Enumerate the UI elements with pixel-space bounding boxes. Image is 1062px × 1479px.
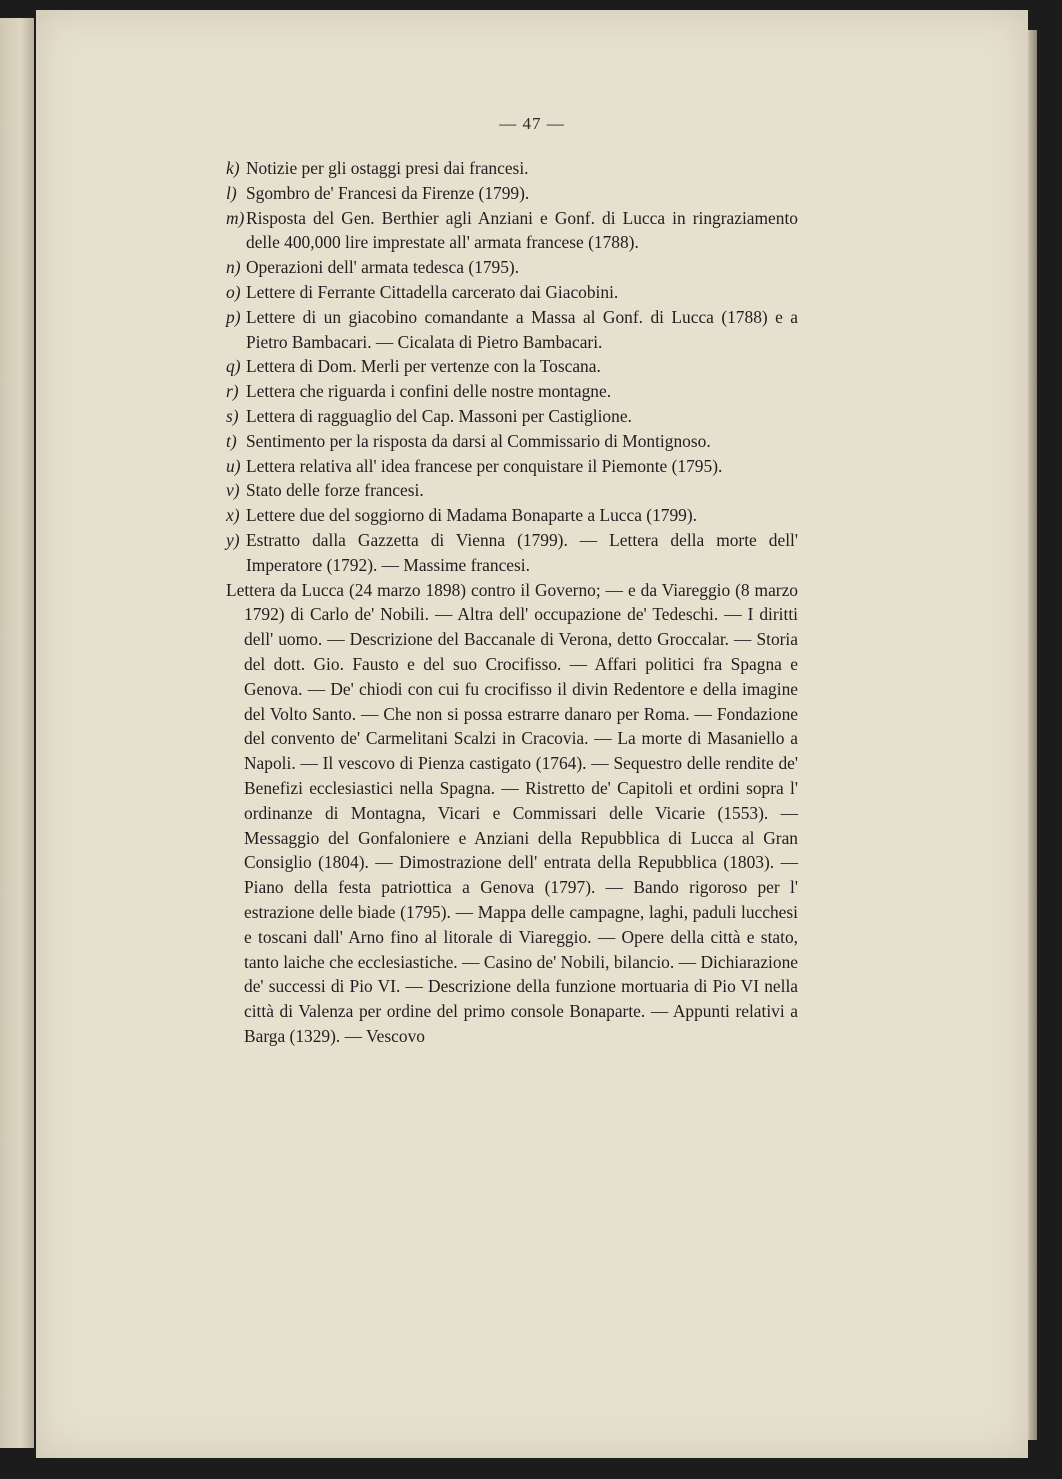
list-item [226,255,798,280]
entry-text: Lettera di Dom. Merli per vertenze con la Toscana. [246,356,601,377]
entry-label: x) [226,505,240,526]
entry-label: t) [226,430,237,451]
list-item [226,181,798,206]
entry-label: s) [226,405,239,426]
entry-text: Sgombro de' Francesi da Firenze (1799). [246,182,530,203]
entry-text: Stato delle forze francesi. [246,480,424,501]
entry-text: Notizie per gli ostaggi presi dai francesi. [246,158,529,178]
list-item [226,454,798,479]
entry-label: u) [226,455,241,476]
entry-text: Operazioni dell' armata tedesca (1795). [246,257,520,278]
entry-text: Lettere due del soggiorno di Madama Bonaparte a Lucca (1799). [246,505,698,526]
page-number: — 47 — [499,114,565,133]
list-item [226,379,798,404]
page-text [226,156,798,1049]
list-item [226,528,798,578]
entry-label: r) [226,381,239,402]
right-page-edge [1028,30,1037,1440]
entry-label: q) [226,356,241,377]
entry-label: v) [226,480,240,501]
list-item [226,354,798,379]
list-item [226,156,798,181]
entry-list [226,156,798,578]
book-page [36,10,1028,1458]
entry-label: y) [226,529,240,550]
entry-label: k) [226,158,240,178]
entry-label: n) [226,257,241,278]
entry-text: Lettera di ragguaglio del Cap. Massoni per Castiglione. [246,405,632,426]
left-page-edge [0,18,34,1448]
entry-label: l) [226,182,237,203]
entry-text: Sentimento per la risposta da darsi al Commissario di Montignoso. [246,430,711,451]
entry-text: Estratto dalla Gazzetta di Vienna (1799). — Lettera della morte dell' Imperatore (1792). — Massime francesi. [246,529,798,575]
entry-text: Lettera relativa all' idea francese per conquistare il Piemonte (1795). [246,455,723,476]
entry-label: o) [226,281,241,302]
list-item [226,478,798,503]
entry-text: Lettere di un giacobino comandante a Massa al Gonf. di Lucca (1788) e a Pietro Bambacari. — Cicalata di Pietro Bambacari. [246,306,798,352]
body-paragraph: Lettera da Lucca (24 marzo 1898) contro il Governo; — e da Viareggio (8 marzo 1792) di Carlo de' Nobili. — Altra dell' occupazione de' Tedeschi. — I diritti dell' uomo. — Descrizione del Baccanale di Verona, detto Groccalar. — Storia del dott. Gio. Fausto e del suo Crocifisso. — Affari politici fra Spagna e Genova. — De' chiodi con cui fu crocifisso il divin Redentore e della imagine del Volto Santo. — Che non si possa estrarre danaro per Roma. — Fondazione del convento de' Carmelitani Scalzi in Cracovia. — La morte di Masaniello a Napoli. — Il vescovo di Pienza castigato (1764). — Sequestro delle rendite de' Benefizi ecclesiastici nella Spagna. — Ristretto de' Capitoli et ordini sopra l' ordinanze di Montagna, Vicari e Commissari delle Vicarie (1553). — Messaggio del Gonfaloniere e Anziani della Repubblica di Lucca al Gran Consiglio (1804). — Dimostrazione dell' entrata della Repubblica (1803). — Piano della festa patriottica a Genova (1797). — Bando rigoroso per l' estrazione delle biade (1795). — Mappa delle campagne, laghi, paduli lucchesi e toscani dall' Arno fino al litorale di Viareggio. — Opere della città e stato, tanto laiche che ecclesiastiche. — Casino de' Nobili, bilancio. — Dichiarazione de' successi di Pio VI. — Descrizione della funzione mortuaria di Pio VI nella città di Valenza per ordine del primo console Bonaparte. — Appunti relativi a Barga (1329). — Vescovo [226,579,798,1046]
list-item [226,305,798,355]
entry-label: m) [226,207,245,228]
list-item [226,280,798,305]
entry-text: Lettera che riguarda i confini delle nostre montagne. [246,381,612,402]
list-item [226,404,798,429]
entry-label: p) [226,306,241,327]
list-item [226,206,798,256]
entry-text: Lettere di Ferrante Cittadella carcerato dai Giacobini. [246,281,619,302]
entry-text: Risposta del Gen. Berthier agli Anziani e Gonf. di Lucca in ringraziamento delle 400,000 lire imprestate all' armata francese (1788). [246,207,798,253]
list-item [226,429,798,454]
list-item [226,503,798,528]
